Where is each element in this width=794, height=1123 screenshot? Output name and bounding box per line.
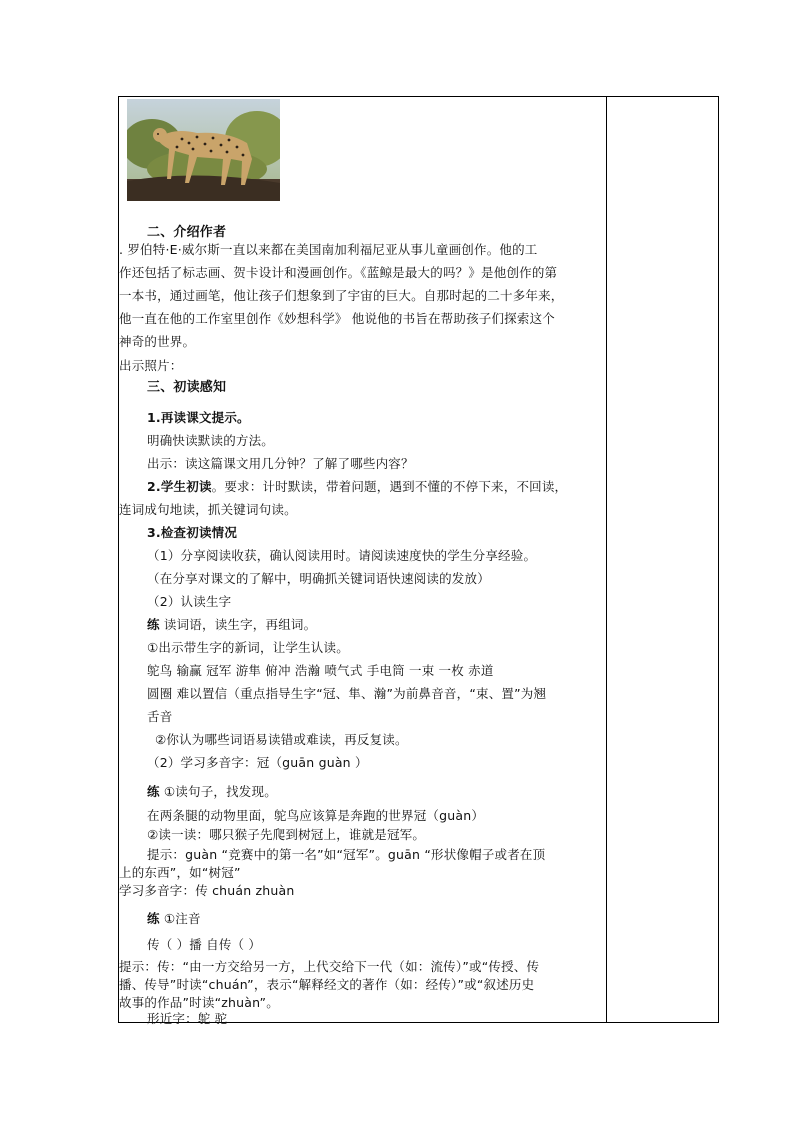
sentence-2: ②读一读：哪只猴子先爬到树冠上，谁就是冠军。 (147, 827, 426, 842)
similar-chars: 形近字：鸵 驼 (147, 1011, 228, 1026)
practice-text-2: ①读句子，找发现。 (163, 784, 277, 799)
lesson-table (118, 96, 719, 1026)
hint-line-1: 提示：guàn “竞赛中的第一名”如“冠军”。guān “形状像帽子或者在顶 (147, 847, 546, 862)
step3-title: 3.检查初读情况 (147, 525, 238, 540)
step1-line-2: 出示：读这篇课文用几分钟？了解了哪些内容？ (147, 456, 414, 471)
column-divider (606, 97, 607, 1022)
practice-line-1 (147, 617, 634, 633)
step3-line-7: （2）学习多音字：冠（guān guàn ） (147, 755, 368, 770)
polyphone-line: 学习多音字：传 chuán zhuàn (119, 883, 295, 898)
words-line-1: 鸵鸟 输赢 冠军 游隼 俯冲 浩瀚 喷气式 手电筒 一束 一枚 赤道 (147, 663, 494, 678)
step2-title: 2.学生初读 (147, 479, 212, 494)
hint-line-3: 提示：传：“由一方交给另一方，上代交给下一代（如：流传）”或“传授、传 (119, 959, 540, 974)
hint-line-4: 播、传导”时读“chuán”，表示“解释经文的著作（如：经传）”或“叙述历史 (119, 977, 535, 992)
words-line-2: 圆圈 难以置信（重点指导生字“冠、隼、瀚”为前鼻音音，“束、置”为翘 (147, 686, 547, 701)
show-photo-text: 出示照片： (119, 358, 183, 373)
author-bio-line-2: 作还包括了标志画、贺卡设计和漫画创作。《蓝鲸是最大的吗？》是他创作的第 (119, 265, 558, 280)
step1-title: 1.再读课文提示。 (147, 410, 250, 425)
step3-line-6: ②你认为哪些词语易读错或难读，再反复读。 (155, 732, 408, 747)
step1-line-1: 明确快读默读的方法。 (147, 433, 275, 448)
author-bio-line-5: 神奇的世界。 (119, 334, 196, 349)
step3-line-2: （在分享对课文的了解中，明确抓关键词语快速阅读的发放） (147, 571, 490, 586)
fill-in-line: 传（ ）播 自传（ ） (147, 937, 262, 952)
practice-text-3: ①注音 (163, 911, 201, 926)
practice-label: 练 (147, 617, 160, 632)
author-bio-line-3: 一本书，通过画笔，他让孩子们想象到了宇宙的巨大。自那时起的二十多年来， (119, 288, 564, 303)
author-bio-line-4: 他一直在他的工作室里创作《妙想科学》 他说他的书旨在帮助孩子们探索这个 (119, 311, 555, 326)
step3-line-3: （2）认读生字 (147, 594, 232, 609)
first-read-heading: 三、初读感知 (147, 380, 227, 395)
words-line-3: 舌音 (147, 709, 173, 724)
step2-line-2: 连词成句地读，抓关键词句读。 (119, 502, 297, 517)
practice-text: 读词语，读生字，再组词。 (163, 617, 317, 632)
hint-line-2: 上的东西”，如“树冠” (119, 865, 241, 880)
step3-line-1: （1）分享阅读收获，确认阅读用时。请阅读速度快的学生分享经验。 (147, 548, 537, 563)
cheetah-photo (127, 99, 280, 201)
author-heading: 二、介绍作者 (147, 225, 227, 240)
practice-label-2: 练 (147, 784, 160, 799)
practice-line-3 (147, 911, 634, 927)
sentence-1: 在两条腿的动物里面，鸵鸟应该算是奔跑的世界冠（guàn） (147, 808, 485, 823)
practice-line-2 (147, 784, 634, 800)
hint-line-5: 故事的作品”时读“zhuàn”。 (119, 995, 279, 1010)
practice-label-3: 练 (147, 911, 160, 926)
author-bio-line-1: . 罗伯特·E·威尔斯一直以来都在美国南加利福尼亚从事儿童画创作。他的工 (119, 242, 538, 257)
step3-line-5: ①出示带生字的新词，让学生认读。 (147, 640, 349, 655)
step2-line-1 (147, 479, 634, 495)
step2-rest: 。要求：计时默读，带着问题，遇到不懂的不停下来，不回读， (211, 479, 568, 494)
